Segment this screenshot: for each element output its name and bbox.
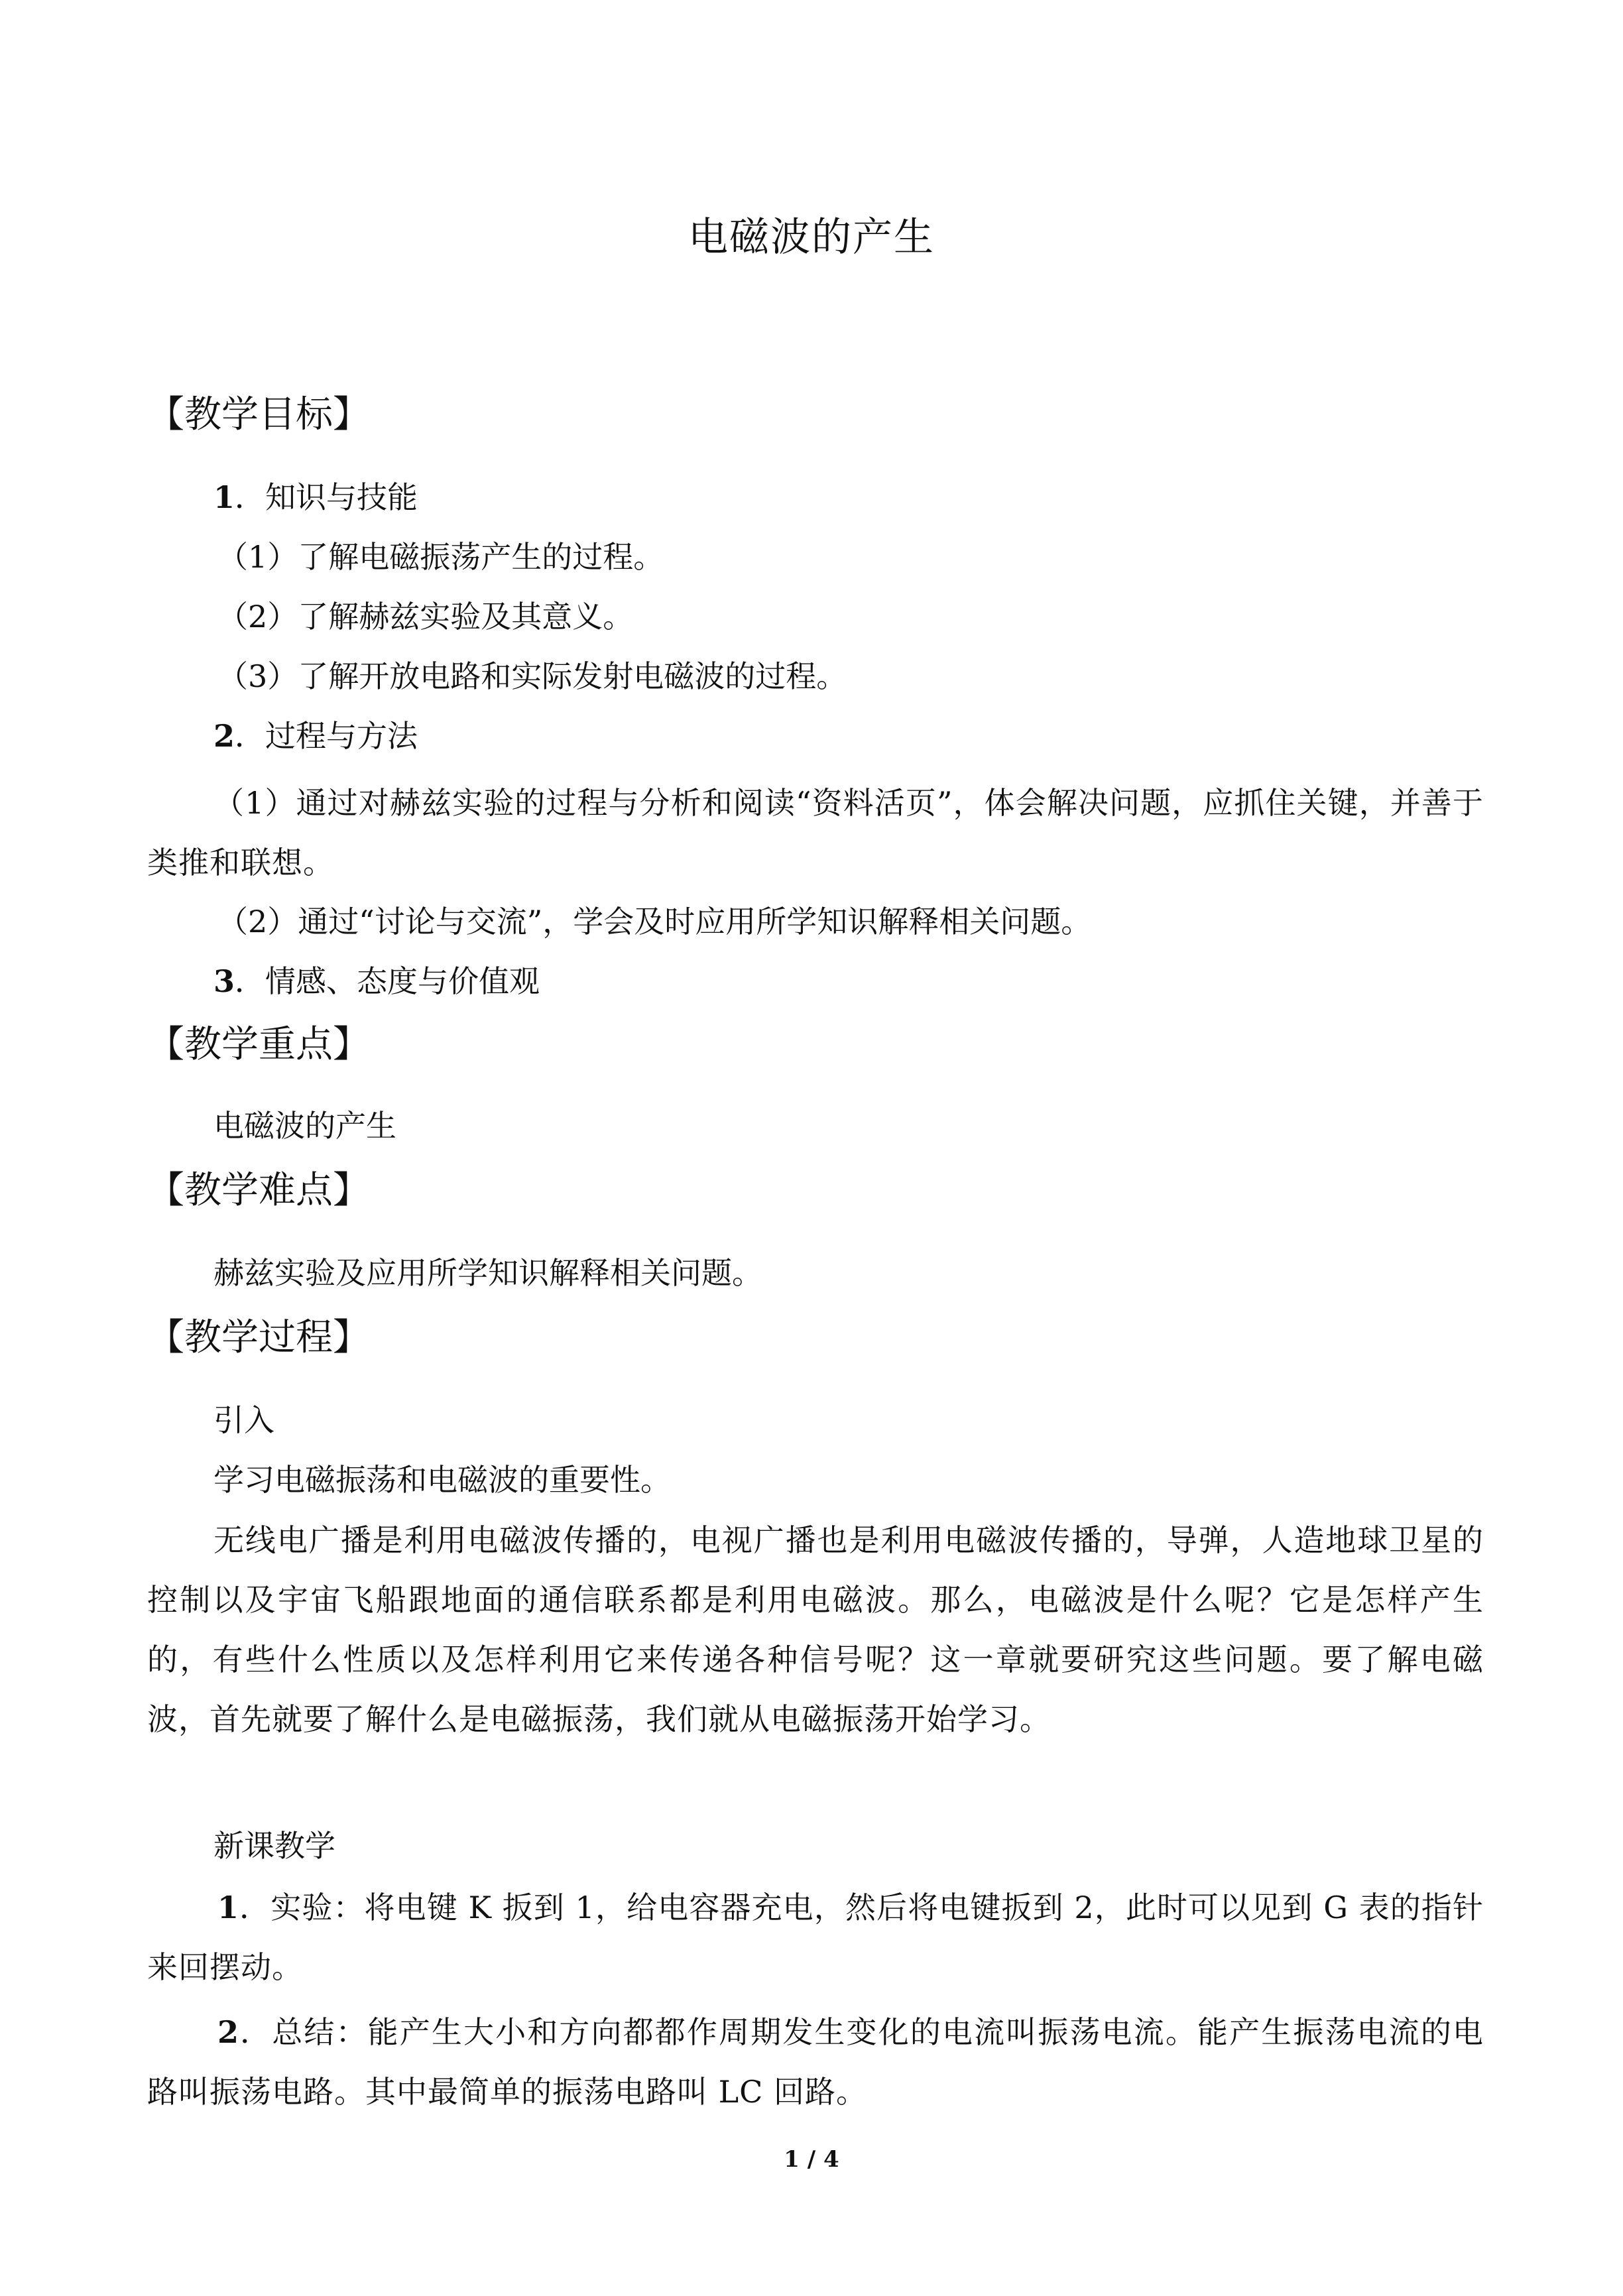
objectives-heading: 【教学目标】	[147, 393, 370, 436]
objective-section-2	[213, 715, 418, 757]
section-title: ．情感、态度与价值观	[235, 963, 540, 999]
section-number: 2	[213, 718, 235, 754]
lesson-item-1	[147, 1878, 1484, 1997]
section-title: ．知识与技能	[235, 479, 418, 515]
document-title: 电磁波的产生	[688, 214, 935, 261]
intro-label: 引入	[213, 1402, 274, 1438]
objective-section-3	[213, 960, 540, 1002]
section-number: 1	[213, 479, 235, 515]
objective-item: （2）通过“讨论与交流”，学会及时应用所学知识解释相关问题。	[217, 904, 1092, 939]
key-point-heading: 【教学重点】	[147, 1023, 370, 1066]
objective-item-paragraph: （1）通过对赫兹实验的过程与分析和阅读“资料活页”，体会解决问题，应抓住关键，并善于类推和联想。	[147, 785, 1484, 880]
objective-section-1	[213, 476, 418, 518]
item-text: ．总结：能产生大小和方向都都作周期发生变化的电流叫振荡电流。能产生振荡电流的电路叫振荡电路。其中最简单的振荡电路叫 LC 回路。	[147, 2014, 1484, 2110]
process-heading: 【教学过程】	[147, 1316, 370, 1359]
item-number: 1	[217, 1890, 240, 1925]
item-number: 2	[217, 2014, 240, 2050]
item-text: ．实验：将电键 K 扳到 1，给电容器充电，然后将电键扳到 2，此时可以见到 G 表的指针来回摆动。	[147, 1890, 1484, 1985]
section-title: ．过程与方法	[235, 718, 418, 754]
section-number: 3	[213, 963, 235, 999]
difficulty-text: 赫兹实验及应用所学知识解释相关问题。	[213, 1255, 762, 1291]
intro-line: 学习电磁振荡和电磁波的重要性。	[213, 1462, 671, 1498]
objective-item: （1）了解电磁振荡产生的过程。	[217, 539, 664, 575]
objective-item: （3）了解开放电路和实际发射电磁波的过程。	[217, 658, 847, 694]
key-point-text: 电磁波的产生	[213, 1108, 396, 1144]
intro-paragraph: 无线电广播是利用电磁波传播的，电视广播也是利用电磁波传播的，导弹，人造地球卫星的控制以及宇宙飞船跟地面的通信联系都是利用电磁波。那么，电磁波是什么呢？它是怎样产生的，有些什么性质以及怎样利用它来传递各种信号呢？这一章就要研究这些问题。要了解电磁波，首先就要了解什么是电磁振荡，我们就从电磁振荡开始学习。	[147, 1522, 1484, 1737]
lesson-item-2	[147, 2002, 1484, 2122]
objective-item: （2）了解赫兹实验及其意义。	[217, 599, 634, 634]
difficulty-heading: 【教学难点】	[147, 1169, 370, 1212]
new-lesson-label: 新课教学	[213, 1828, 335, 1864]
page-number: 1 / 4	[784, 2146, 839, 2173]
